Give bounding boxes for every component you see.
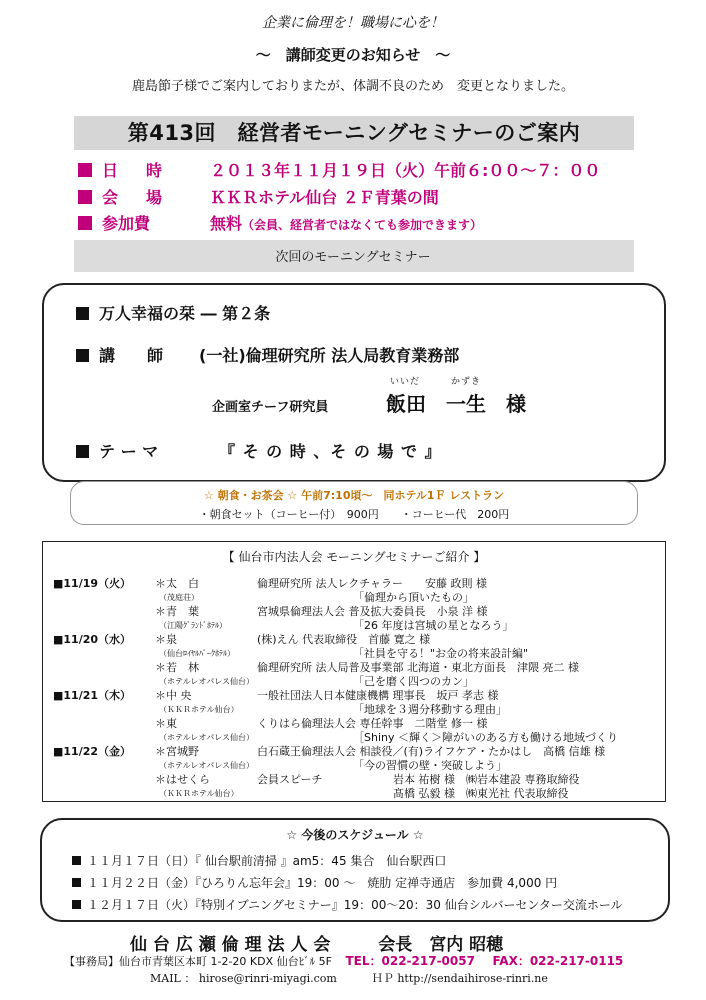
- venue-label: 会 場: [102, 188, 169, 207]
- schedule-speaker: くりはら倫理法人会 専任幹事 二階堂 修一 様: [257, 717, 488, 730]
- schedule-venue: （ＫＫＲホテル仙台）: [159, 705, 239, 714]
- schedule-topic: 「己を磨く四つのカン」: [353, 675, 474, 688]
- venue-value: ＫＫＲホテル仙台 ２Ｆ青葉の間: [210, 188, 439, 207]
- mail-label: MAIL ：: [150, 972, 196, 985]
- lecturer-position: 企画室チーフ研究員: [212, 400, 329, 415]
- schedule-speaker: 宮城県倫理法人会 普及拡大委員長 小泉 洋 様: [257, 605, 488, 618]
- theme-value: 『 そ の 時 、そ の 場 で 』: [219, 442, 442, 461]
- schedule-place: ＊東: [155, 717, 177, 730]
- fee-note: （会員、経営者ではなくても参加できます）: [242, 218, 483, 232]
- schedule-speaker: 倫理研究所 法人局普及事業部 北海道・東北方面長 津隈 亮二 様: [257, 661, 579, 674]
- next-seminar-box: [42, 283, 666, 482]
- fax-number: FAX：022-217-0115: [492, 954, 624, 968]
- org-name: 仙 台 広 瀬 倫 理 法 人 会: [130, 935, 331, 955]
- schedule-speaker: (株)えん 代表取締役 首藤 寛之 様: [257, 633, 431, 646]
- theme-line: [76, 439, 442, 462]
- schedule-venue: （江陽ｸﾞﾗﾝﾄﾞﾎﾃﾙ）: [159, 621, 227, 630]
- future-item: [72, 852, 446, 869]
- schedule-speaker: 会員スピーチ: [257, 773, 323, 786]
- schedule-speaker: 一般社団法人日本健康機構 理事長 坂戸 孝志 様: [257, 689, 499, 702]
- president-name: 会長 宮内 昭穂: [378, 935, 504, 955]
- hp-label: ＨＰ: [371, 972, 394, 985]
- article-line: [76, 301, 270, 324]
- square-bullet-icon: [72, 900, 81, 909]
- footer-contact-line: [150, 970, 548, 986]
- schedule-topic: 「倫理から頂いたもの」: [353, 591, 474, 604]
- event-fee: [78, 211, 482, 234]
- schedule-speaker: 白石蔵王倫理法人会 相談役／(有)ライフケア・たかはし 高橋 信雄 様: [257, 745, 606, 758]
- office-address: 【事務局】仙台市青葉区本町 1-2-20 KDX 仙台ﾋﾞﾙ 5F: [64, 955, 332, 968]
- event-datetime: [78, 158, 600, 181]
- event-title: 第413回 経営者モーニングセミナーのご案内: [74, 116, 634, 150]
- future-item-text: １１月２２日（金）『ひろりん忘年会』19：00 ～ 焼肋 定禅寺通店 参加費 4,000 円: [87, 876, 558, 890]
- schedule-topic: 「26 年度は宮城の星となろう」: [353, 619, 514, 632]
- ruby-family: いいだ: [390, 377, 421, 387]
- mail-link[interactable]: hirose@rinri-miyagi.com: [198, 972, 337, 985]
- square-bullet-icon: [78, 190, 92, 204]
- future-schedule-title: ☆ 今後のスケジュール ☆: [286, 828, 424, 842]
- tel-number: TEL：022-217-0057: [345, 954, 475, 968]
- square-bullet-icon: [76, 445, 89, 458]
- article-text: 万人幸福の栞 ― 第２条: [99, 304, 271, 323]
- schedule-heading: 【 仙台市内法人会 モーニングセミナーご紹介 】: [222, 550, 486, 564]
- datetime-value: ２０１３年１１月１９日（火）午前６:００～７：００: [210, 161, 601, 180]
- next-seminar-label: 次回のモーニングセミナー: [275, 250, 431, 265]
- schedule-venue: （茂庭荘）: [159, 593, 199, 602]
- schedule-topic: 「地球を３週分移動する理由」: [353, 703, 507, 716]
- schedule-topic: ［Shiny ＜輝く＞障がいのある方も働ける地域づくり: [353, 731, 618, 744]
- schedule-date: ■11/20（水）: [53, 633, 132, 646]
- fee-label: 参加費: [102, 214, 151, 233]
- square-bullet-icon: [76, 349, 89, 362]
- ruby-given: かずき: [451, 377, 482, 387]
- schedule-place: ＊青 葉: [155, 605, 199, 618]
- square-bullet-icon: [78, 216, 92, 230]
- lecturer-org: (一社)倫理研究所 法人局教育業務部: [199, 346, 460, 365]
- slogan: 企業に倫理を！職場に心を！: [262, 15, 444, 31]
- schedule-venue: （ホテルレオパレス仙台）: [159, 733, 254, 742]
- schedule-place: ＊太 白: [155, 577, 199, 590]
- schedule-venue: （仙台ﾛｲﾔﾙﾊﾟｰｸﾎﾃﾙ）: [159, 649, 235, 658]
- future-item: [72, 896, 623, 913]
- schedule-venue: （ホテルレオパレス仙台）: [159, 677, 254, 686]
- theme-label: テ ー マ: [99, 442, 159, 461]
- fee-value: 無料: [210, 214, 243, 233]
- schedule-speaker-detail: 髙橋 弘毅 様 ㈱東光社 代表取締役: [393, 787, 569, 800]
- schedule-speaker-detail: 岩本 祐樹 様 ㈱岩本建設 専務取締役: [393, 773, 580, 786]
- schedule-venue: （ＫＫＲホテル仙台）: [159, 789, 239, 798]
- schedule-speaker: 倫理研究所 法人レクチャラー 安藤 政則 様: [257, 577, 487, 590]
- future-item-text: １２月１７日（火）『特別イブニングセミナー』19：00～20：30 仙台シルバーセンター交流ホール: [87, 898, 623, 912]
- square-bullet-icon: [72, 878, 81, 887]
- schedule-date: ■11/21（木）: [53, 689, 132, 702]
- footer-office-line: [64, 952, 623, 969]
- breakfast-line1: ☆ 朝食・お茶会 ☆ 午前7:10頃～ 同ホテル1Ｆ レストラン: [203, 489, 505, 502]
- future-item: [72, 874, 557, 891]
- schedule-topic: 「今の習慣の壁・突破しよう」: [353, 759, 507, 772]
- square-bullet-icon: [72, 856, 81, 865]
- lecturer-line: [76, 343, 459, 366]
- schedule-date: ■11/19（火）: [53, 577, 132, 590]
- square-bullet-icon: [76, 307, 89, 320]
- lecturer-name: 飯田 一生 様: [386, 392, 526, 416]
- event-venue: [78, 185, 439, 208]
- breakfast-line2: ・朝食セット（コーヒー付） 900円 ・コーヒー代 200円: [198, 508, 510, 521]
- breakfast-box: [70, 481, 638, 525]
- square-bullet-icon: [78, 163, 92, 177]
- schedule-place: ＊はせくら: [155, 773, 210, 786]
- schedule-place: ＊中 央: [155, 689, 192, 702]
- hp-link[interactable]: http://sendaihirose-rinri.ne: [397, 972, 548, 985]
- future-item-text: １１月１７日（日）『 仙台駅前清掃 』am5：45 集合 仙台駅西口: [87, 854, 447, 868]
- future-schedule-box: [40, 818, 670, 922]
- schedule-place: ＊泉: [155, 633, 177, 646]
- schedule-box: [42, 541, 666, 802]
- lecturer-label: 講 師: [99, 346, 164, 365]
- datetime-label: 日 時: [102, 161, 169, 180]
- schedule-date: ■11/22（金）: [53, 745, 132, 758]
- schedule-place: ＊宮城野: [155, 745, 199, 758]
- notice-body: 鹿島節子様でご案内しておりまたが、体調不良のため 変更となりました。: [131, 79, 574, 94]
- notice-title: ～ 講師変更のお知らせ ～: [255, 46, 451, 64]
- schedule-topic: 「社員を守る！"お金の将来設計編": [353, 647, 529, 660]
- schedule-venue: （ホテルレオパレス仙台）: [159, 761, 254, 770]
- schedule-place: ＊若 林: [155, 661, 199, 674]
